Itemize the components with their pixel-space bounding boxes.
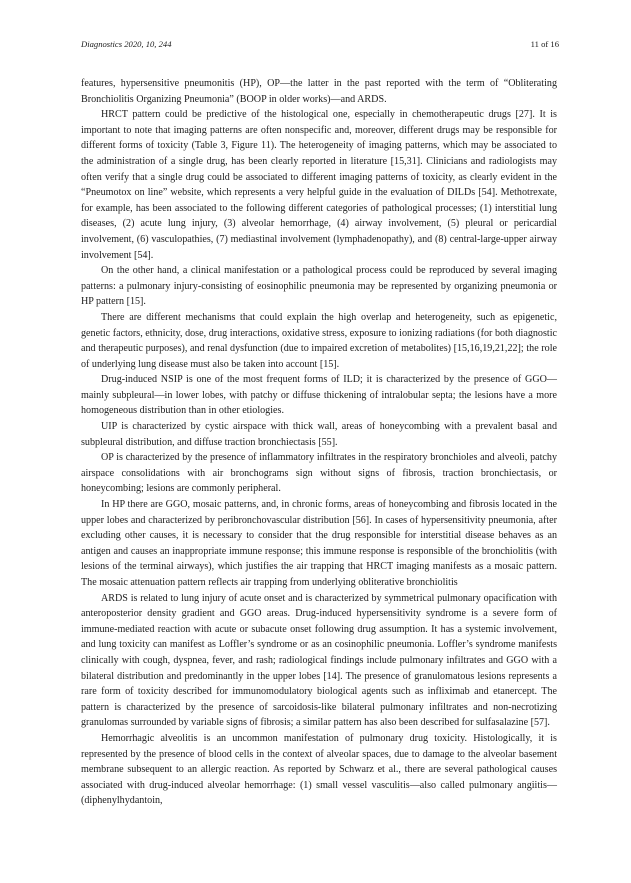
paragraph-hp: In HP there are GGO, mosaic patterns, and, in chronic forms, areas of honeycombing and fibrosis located in the upper lobes and characterized by peribronchovascular distribution [56]. In cases of hypersensitivity pneumonia, after excluding other causes, it is necessary to consider that the drug responsible for interstitial disease behaves as an antigen and causes an inappropriate immune response; this immune response is responsible of the bronchiolitis (with lesions of the terminal airways), which justifies the air trapping that HRCT imaging manifests as a mosaic pattern. The mosaic attenuation pattern reflects air trapping from underlying obliterative bronchiolitis: [81, 499, 557, 588]
paragraph-hemorrhagic-alveolitis: Hemorrhagic alveolitis is an uncommon manifestation of pulmonary drug toxicity. Histologically, it is represented by the presence of blood cells in the context of alveolar spaces, due to damage to the alveolar basement membrane subsequent to an allergic reaction. As reported by Schwarz et al., there are several pathological causes associated with drug-induced alveolar hemorrhage: (1) small vessel vasculitis—also called pulmonary angiitis—(diphenylhydantoin,: [81, 732, 557, 807]
running-header: [81, 37, 559, 51]
paragraph-nsip: Drug-induced NSIP is one of the most frequent forms of ILD; it is characterized by the presence of GGO—mainly subpleural—in lower lobes, with patchy or diffuse thickening of intralobular septa; the lesions have a more homogeneous distribution than in other etiologies.: [81, 374, 557, 417]
paragraph-hrct-pattern: HRCT pattern could be predictive of the histological one, especially in chemotherapeutic drugs [27]. It is important to note that imaging patterns are often nonspecific and, moreover, different drugs may be responsible for different forms of toxicity (Table 3, Figure 11). The heterogeneity of imaging patterns, which may be associated to the administration of a single drug, has been clearly reported in literature [15,31]. Clinicians and radiologists may often verify that a single drug could be associated to different imaging patterns of toxicity, as clearly evident in the “Pneumotox on line” website, which represents a very helpful guide in the evaluation of DILDs [54]. Methotrexate, for example, has been associated to the following different categories of pathological processes; (1) interstitial lung diseases, (2) acute lung injury, (3) alveolar hemorrhage, (4) airway involvement, (5) pleural or pericardial involvement, (6) vasculopathies, (7) mediastinal involvement (lymphadenopathy), and (8) central-large-upper airway involvement [54].: [81, 109, 557, 261]
paragraph-imaging-patterns: On the other hand, a clinical manifestation or a pathological process could be reproduced by several imaging patterns: a pulmonary injury-consisting of eosinophilic pneumonia may be represented by organizing pneumonia or HP pattern [15].: [81, 265, 557, 308]
paragraph-op: OP is characterized by the presence of inflammatory infiltrates in the respiratory bronchioles and alveoli, patchy airspace consolidations with air bronchograms sign without signs of fibrosis, traction bronchiectasis, or honeycombing; lesions are commonly peripheral.: [81, 452, 557, 495]
paragraph-continued: features, hypersensitive pneumonitis (HP), OP—the latter in the past reported with the term of “Obliterating Bronchiolitis Organizing Pneumonia” (BOOP in older works)—and ARDS.: [81, 78, 557, 105]
article-body: [81, 76, 557, 809]
paragraph-mechanisms: There are different mechanisms that could explain the high overlap and heterogeneity, such as epigenetic, genetic factors, ethnicity, dose, drug interactions, oxidative stress, exposure to ionizing radiations (for both diagnostic and therapeutic purposes), and renal dysfunction (due to impaired excretion of metabolites) [15,16,19,21,22]; the role of underlying lung disease must also be taken into account [15].: [81, 311, 557, 370]
journal-name: Diagnostics: [81, 39, 123, 49]
journal-reference: [81, 37, 171, 51]
paragraph-uip: UIP is characterized by cystic airspace with thick wall, areas of honeycombing with a prevalent basal and subpleural distribution, and diffuse traction bronchiectasis [55].: [81, 421, 557, 448]
journal-year-volume: 2020, 10, 244: [124, 39, 172, 49]
page-number: 11 of 16: [530, 39, 559, 49]
paragraph-ards: ARDS is related to lung injury of acute onset and is characterized by symmetrical pulmonary opacification with anteroposterior density gradient and GGO areas. Drug-induced hypersensitivity syndrome is a severe form of immune-mediated reaction with acute or subacute onset following drug assumption. It has a systemic involvement, and lung toxicity can manifest as Loffler’s syndrome or as an cosinophilic pneumonia. Loffler’s syndrome manifests clinically with cough, dyspnea, fever, and rash; radiological findings include pulmonary infiltrates and GGO with a bilateral distribution and predominantly in the upper lobes [14]. The presence of granulomatous lesions represents a rare form of toxicity described for immunomodulatory biological agents such as infliximab and etanercept. The pattern is characterized by the presence of sarcoidosis-like bilateral pulmonary infiltrates and non-necrotizing granulomas surrounded by variable signs of fibrosis; a similar pattern has also been described for sulfasalazine [57].: [81, 592, 557, 729]
